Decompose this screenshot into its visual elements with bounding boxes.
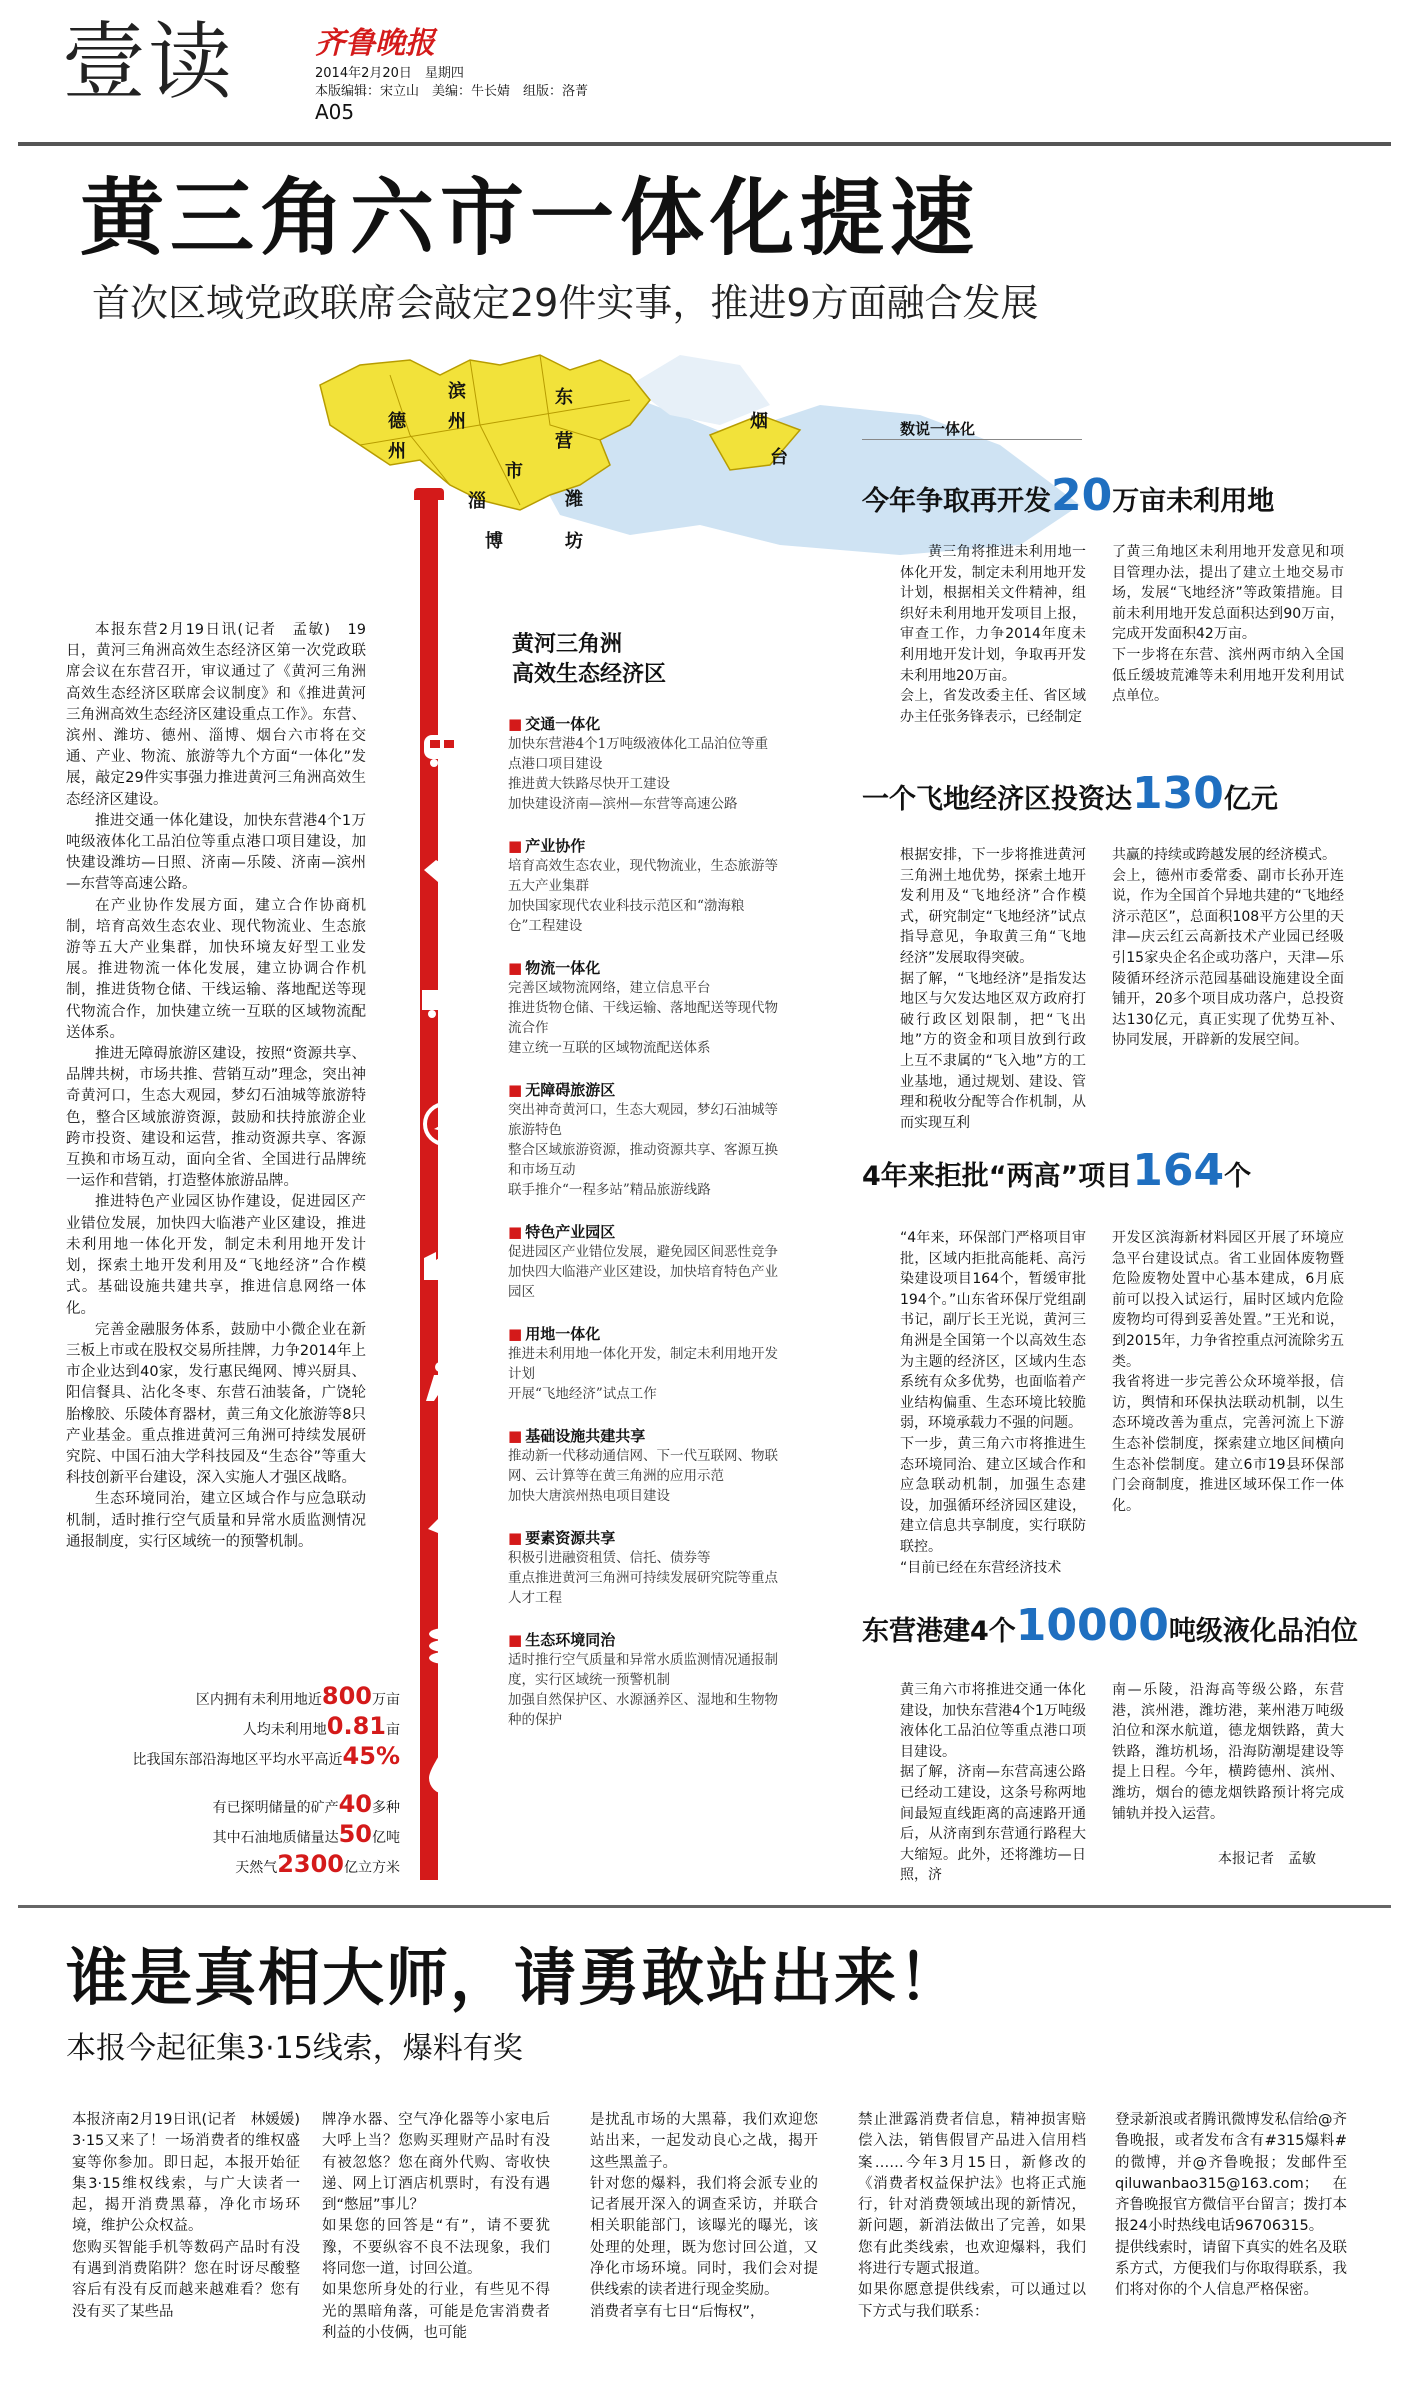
red-axis-bar <box>420 495 438 1880</box>
zone-title-line2: 高效生态经济区 <box>512 662 667 687</box>
stat-value: 45% <box>342 1742 400 1770</box>
stat-unit: 亩 <box>386 1722 400 1738</box>
article-body <box>66 620 366 1553</box>
header-rule <box>18 142 1391 146</box>
stat-label: 区内拥有未利用地近 <box>195 1692 322 1708</box>
category-item <box>508 1222 778 1302</box>
body-paragraph: 推进交通一体化建设，加快东营港4个1万吨级液体化工品泊位等重点港口项目建设，加快建设潍坊—日照、济南—乐陵、济南—滨州—东营等高速公路。 <box>66 812 366 893</box>
column-text: 南—乐陵，沿海高等级公路，东营港，滨州港，潍坊港，莱州港万吨级泊位和深水航道，德龙烟铁路，黄大铁路，潍坊机场，沿海防潮堤建设等提上日程。今年，横跨德州、滨州、潍坊，烟台的德龙烟铁路预计将完成铺轨并投入运营。 <box>1112 1682 1344 1822</box>
sub-headline: 一个飞地经济区投资达130亿元 <box>862 768 1278 819</box>
column-text: 开发区滨海新材料园区开展了环境应急平台建设试点。省工业固体废物暨危险废物处置中心基本建成，6月底前可以投入试运行，届时区域内危险废物均可得到妥善处置。”王光和说，到2015年，力争省控重点河流除劣五类。 我省将进一步完善公众环境举报，信访，舆情和环保执法联动机制，以生态环境改善为重点，完善河流上下游生态补偿制度，探索建立地区间横向生态补偿制度。建立6市19县环保部门会商制度，推进区域环保工作一体化。 <box>1112 1230 1344 1514</box>
category-list <box>508 714 778 1752</box>
stat-item <box>60 1712 400 1740</box>
category-body: 培育高效生态农业，现代物流业，生态旅游等五大产业集群 加快国家现代农业科技示范区和“渤海粮仓”工程建设 <box>508 858 778 934</box>
category-body: 推动新一代移动通信网、下一代互联网、物联网、云计算等在黄三角洲的应用示范 加快大唐滨州热电项目建设 <box>508 1448 778 1504</box>
category-item <box>508 1630 778 1730</box>
category-title: ■ 无障碍旅游区 <box>508 1080 778 1100</box>
stat-item <box>60 1850 400 1878</box>
water-drop-icon <box>418 1742 472 1796</box>
article2-column: 牌净水器、空气净化器等小家电后大呼上当？您购买理财产品时有没有被忽悠？您在商外代购、寄收快递、网上订酒店机票时，有没有遇到“憋屈”事儿？ 如果您的回答是“有”，请不要犹豫，不要纵容不良不法现象，我们将同您一道，讨回公道。 如果您所身处的行业，有些见不得光的黑暗角落，可能是危害消费者利益的小伎俩，也可能 <box>322 2112 550 2341</box>
map-label: 东 <box>555 387 573 408</box>
article-title: 黄三角六市一体化提速 <box>80 169 981 267</box>
stat-value: 2300 <box>277 1850 344 1878</box>
map-label: 台 <box>770 447 788 468</box>
article2-subtitle: 本报今起征集3·15线索，爆料有奖 <box>66 2031 523 2066</box>
category-body: 推进未利用地一体化开发，制定未利用地开发计划 开展“飞地经济”试点工作 <box>508 1346 778 1402</box>
section-divider <box>18 1905 1391 1908</box>
category-item <box>508 1528 778 1608</box>
category-item <box>508 1426 778 1506</box>
body-paragraph: 生态环境同治，建立区域合作与应急联动机制，适时推行空气质量和异常水质监测情况通报制度，实行区域统一的预警机制。 <box>66 1491 366 1550</box>
category-body: 积极引进融资租赁、信托、债券等 重点推进黄河三角洲可持续发展研究院等重点人才工程 <box>508 1550 778 1606</box>
map-label: 滨 <box>448 381 466 402</box>
map-label: 市 <box>505 461 523 482</box>
category-title: ■ 交通一体化 <box>508 714 778 734</box>
map-label: 烟 <box>750 411 768 432</box>
category-item <box>508 958 778 1058</box>
stat-label: 天然气 <box>235 1860 278 1876</box>
digger-icon <box>418 1355 472 1409</box>
article2-column: 登录新浪或者腾讯微博发私信给@齐鲁晚报，或者发布含有#315爆料#的微博，并@齐鲁晚报；发邮件至qiluwanbao315@163.com；在齐鲁晚报官方微信平台留言；拨打本报24小时热线电话96706315。 提供线索时，请留下真实的姓名及联系方式，方便我们与你取得联系，我们将对你的个人信息严格保密。 <box>1115 2112 1347 2299</box>
body-paragraph: 推进特色产业园区协作建设，促进园区产业错位发展，加快四大临港产业区建设，推进未利用地一体化开发，制定未利用地开发计划，探索土地开发利用及“飞地经济”合作模式。基础设施共建共享，推进信息网络一体化。 <box>66 1194 366 1317</box>
section-title: 壹读 <box>62 13 235 111</box>
issue-date: 2014年2月20日 星期四 <box>315 66 464 81</box>
body-paragraph: 在产业协作发展方面，建立合作协商机制，培育高效生态农业、现代物流业、生态旅游等五大产业集群，加快环境友好型工业发展。推进物流一体化发展，建立协调合作机制，推进货物仓储、干线运输、落地配送等现代物流合作，加快建立统一互联的区域物流配送体系。 <box>66 897 366 1041</box>
stat-label: 其中石油地质储量达 <box>212 1830 339 1846</box>
headline-number: 20 <box>1051 470 1113 521</box>
article2-column: 是扰乱市场的大黑幕，我们欢迎您站出来，一起发动良心之战，揭开这些黑盖子。 针对您的爆料，我们将会派专业的记者展开深入的调查采访，并联合相关职能部门，该曝光的曝光，该处理的处理，既为您讨回公道，又净化市场环境。同时，我们会对提供线索的读者进行现金奖励。 消费者享有七日“后悔权”， <box>590 2112 818 2320</box>
zone-title <box>512 630 666 690</box>
red-axis-cap <box>414 488 444 500</box>
stat-item <box>60 1820 400 1848</box>
headline-number: 130 <box>1132 768 1224 819</box>
truck-icon <box>418 975 472 1029</box>
stat-value: 50 <box>338 1820 372 1848</box>
article-subtitle: 首次区域党政联席会敲定29件实事，推进9方面融合发展 <box>92 281 1039 325</box>
stat-label: 人均未利用地 <box>242 1722 327 1738</box>
column-text: 黄三角六市将推进交通一体化建设，加快东营港4个1万吨级液体化工品泊位等重点港口项目建设。 据了解，济南—东营高速公路已经动工建设，这条号称两地间最短直线距离的高速路开通后，从济南到东营通行路程大大缩短。此外，还将潍坊—日照，济 <box>900 1682 1086 1884</box>
sidebar-label: 数说一体化 <box>862 418 1082 440</box>
brand-logo: 齐鲁晚报 <box>315 26 435 61</box>
category-title: ■ 特色产业园区 <box>508 1222 778 1242</box>
page-number: A05 <box>315 100 355 124</box>
map-label: 州 <box>448 411 466 432</box>
headline-number: 164 <box>1132 1145 1225 1196</box>
category-title: ■ 产业协作 <box>508 836 778 856</box>
coins-icon <box>418 1618 472 1672</box>
map-label: 博 <box>485 531 503 552</box>
body-paragraph: 完善金融服务体系，鼓励中小微企业在新三板上市或在股权交易所挂牌，力争2014年上市企业达到40家，发行惠民绳网、博兴厨具、阳信餐具、沾化冬枣、东营石油装备，广饶轮胎橡胶、乐陵体育器材，黄三角文化旅游等8只产业基金。重点推进黄河三角洲可持续发展研究院、中国石油大学科技园及“生态谷”等重大科技创新平台建设，深入实施人才强区战略。 <box>66 1321 366 1487</box>
satellite-icon <box>418 1485 472 1539</box>
stat-value: 800 <box>321 1682 372 1710</box>
column-text: 了黄三角地区未利用地开发意见和项目管理办法，提出了建立土地交易市场，发展“飞地经济”等政策措施。目前未利用地开发总面积达到90万亩，完成开发面积42万亩。 下一步将在东营、滨州两市纳入全国低丘缓坡荒滩等未利用地开发利用试点单位。 <box>1112 544 1344 705</box>
stat-unit: 亿立方米 <box>344 1860 400 1876</box>
stat-value: 40 <box>338 1790 372 1818</box>
map-label: 州 <box>388 441 406 462</box>
stat-unit: 亿吨 <box>372 1830 400 1846</box>
stat-item <box>60 1682 400 1710</box>
factory-icon <box>418 1232 472 1286</box>
category-body: 适时推行空气质量和异常水质监测情况通报制度，实行区域统一预警机制 加强自然保护区、水源涵养区、湿地和生物物种的保护 <box>508 1652 778 1728</box>
map-label: 坊 <box>565 531 583 552</box>
body-paragraph: 本报东营2月19日讯(记者 孟敏) 19日，黄河三角洲高效生态经济区第一次党政联席会议在东营召开，审议通过了《黄河三角洲高效生态经济区联席会议制度》和《推进黄河三角洲高效生态经济区建设重点工作》。东营、滨州、潍坊、德州、淄博、烟台六市将在交通、产业、物流、旅游等九个方面“一体化”发展，敲定29件实事强力推进黄河三角洲高效生态经济区建设。 <box>66 622 366 808</box>
category-title: ■ 用地一体化 <box>508 1324 778 1344</box>
category-title: ■ 要素资源共享 <box>508 1528 778 1548</box>
column-text: “4年来，环保部门严格项目审批，区域内拒批高能耗、高污染建设项目164个，暂缓审批194个。”山东省环保厅党组副书记，副厅长王光说，黄河三角洲是全国第一个以高效生态为主题的经济区，区域内生态系统有众多优势，也面临着产业结构偏重、生态环境比较脆弱，环境承载力不强的问题。 下一步，黄三角六市将推进生态环境同治、建立区域合作和应急联动机制，加强生态建设，加强循环经济园区建设，建立信息共享制度，实行联防联控。 “目前已经在东营经济技术 <box>900 1230 1086 1576</box>
stat-item <box>60 1742 400 1770</box>
article2-column: 本报济南2月19日讯(记者 林媛媛) 3·15又来了！一场消费者的维权盛宴等你参加。即日起，本报开始征集3·15维权线索，与广大读者一起，揭开消费黑幕，净化市场环境，维护公众权益。 您购买智能手机等数码产品时有没有遇到消费陷阱？您在时讶尽酸整容后有没有反而越来越难看？您有没有买了某些品 <box>72 2112 300 2320</box>
editors: 本版编辑：宋立山 美编：牛长婧 组版：洛菁 <box>315 84 589 99</box>
sub-headline: 今年争取再开发20万亩未利用地 <box>862 470 1275 521</box>
map-label: 营 <box>555 431 573 452</box>
article2-title: 谁是真相大师，请勇敢站出来！ <box>66 1941 963 2014</box>
train-icon <box>418 722 472 776</box>
article2-column: 禁止泄露消费者信息，精神损害赔偿入法，销售假冒产品进入信用档案……今年3月15日，新修改的《消费者权益保护法》也将正式施行，针对消费领域出现的新情况，新问题，新消法做出了完善，如果您有此类线索，也欢迎爆料，我们将进行专题式报道。 如果你愿意提供线索，可以通过以下方式与我们联系： <box>858 2112 1086 2320</box>
stat-unit: 万亩 <box>372 1692 400 1708</box>
stat-value: 0.81 <box>326 1712 386 1740</box>
category-item <box>508 836 778 936</box>
map-label: 潍 <box>565 489 583 510</box>
travel-icon <box>418 1097 472 1151</box>
stat-label: 有已探明储量的矿产 <box>212 1800 339 1816</box>
category-body: 完善区域物流网络，建立信息平台 推进货物仓储、干线运输、落地配送等现代物流合作 建立统一互联的区域物流配送体系 <box>508 980 778 1056</box>
column-text: 黄三角将推进未利用地一体化开发，制定未利用地开发计划，根据相关文件精神，组织好未利用地开发项目上报，审查工作，力争2014年度未利用地开发计划，争取再开发未利用地20万亩。 会上，省发改委主任、省区域办主任张务锋表示，已经制定 <box>900 544 1086 725</box>
handshake-icon <box>418 843 472 897</box>
sub-headline: 东营港建4个10000吨级液化品泊位 <box>862 1600 1358 1651</box>
byline: 本报记者 孟敏 <box>1218 1851 1316 1867</box>
map-label: 淄 <box>468 491 486 512</box>
category-item <box>508 1080 778 1200</box>
stat-unit: 多种 <box>372 1800 400 1816</box>
stat-label: 比我国东部沿海地区平均水平高近 <box>132 1752 343 1768</box>
column-text: 根据安排，下一步将推进黄河三角洲土地优势，探索土地开发利用及“飞地经济”合作模式，研究制定“飞地经济”试点指导意见，争取黄三角“飞地经济”发展取得突破。 据了解，“飞地经济”是指发达地区与欠发达地区双方政府打破行政区划限制，把“飞出地”方的资金和项目放到行政上互不隶属的“飞入地”方的工业基地，通过规划、建设、管理和税收分配等合作机制，从而实现互利 <box>900 847 1086 1131</box>
column-text: 共赢的持续或跨越发展的经济模式。 会上，德州市委常委、副市长孙开连说，作为全国首个异地共建的“飞地经济示范区”，总面积108平方公里的天津—庆云红云高新技术产业园已经吸引15家央企名企或功落户，天津—乐陵循环经济示范园基础设施建设全面铺开，20多个项目成功落户，总投资达130亿元，真正实现了优势互补、协同发展，开辟新的发展空间。 <box>1112 847 1344 1049</box>
map-label: 德 <box>388 411 406 432</box>
category-title: ■ 基础设施共建共享 <box>508 1426 778 1446</box>
category-body: 促进园区产业错位发展，避免园区间恶性竞争 加快四大临港产业区建设，加快培育特色产业园区 <box>508 1244 778 1300</box>
category-item <box>508 1324 778 1404</box>
body-paragraph: 推进无障碍旅游区建设，按照“资源共享、品牌共树，市场共推、营销互动”理念，突出神奇黄河口，生态大观园，梦幻石油城等旅游特色，整合区域旅游资源，鼓励和扶持旅游企业跨市投资、建设和运营，推动资源共享、客源互换和市场互动，面向全省、全国进行品牌统一运作和营销，打造整体旅游品牌。 <box>66 1046 366 1190</box>
category-title: ■ 物流一体化 <box>508 958 778 978</box>
category-title: ■ 生态环境同治 <box>508 1630 778 1650</box>
zone-title-line1: 黄河三角洲 <box>512 632 623 657</box>
stat-item <box>60 1790 400 1818</box>
category-body: 加快东营港4个1万吨级液体化工品泊位等重点港口项目建设 推进黄大铁路尽快开工建设 加快建设济南—滨州—东营等高速公路 <box>508 736 769 812</box>
category-item <box>508 714 778 814</box>
headline-number: 10000 <box>1015 1600 1169 1651</box>
sub-headline: 4年来拒批“两高”项目164个 <box>862 1145 1252 1196</box>
category-body: 突出神奇黄河口，生态大观园，梦幻石油城等旅游特色 整合区域旅游资源，推动资源共享、客源互换和市场互动 联手推介“一程多站”精品旅游线路 <box>508 1102 778 1198</box>
